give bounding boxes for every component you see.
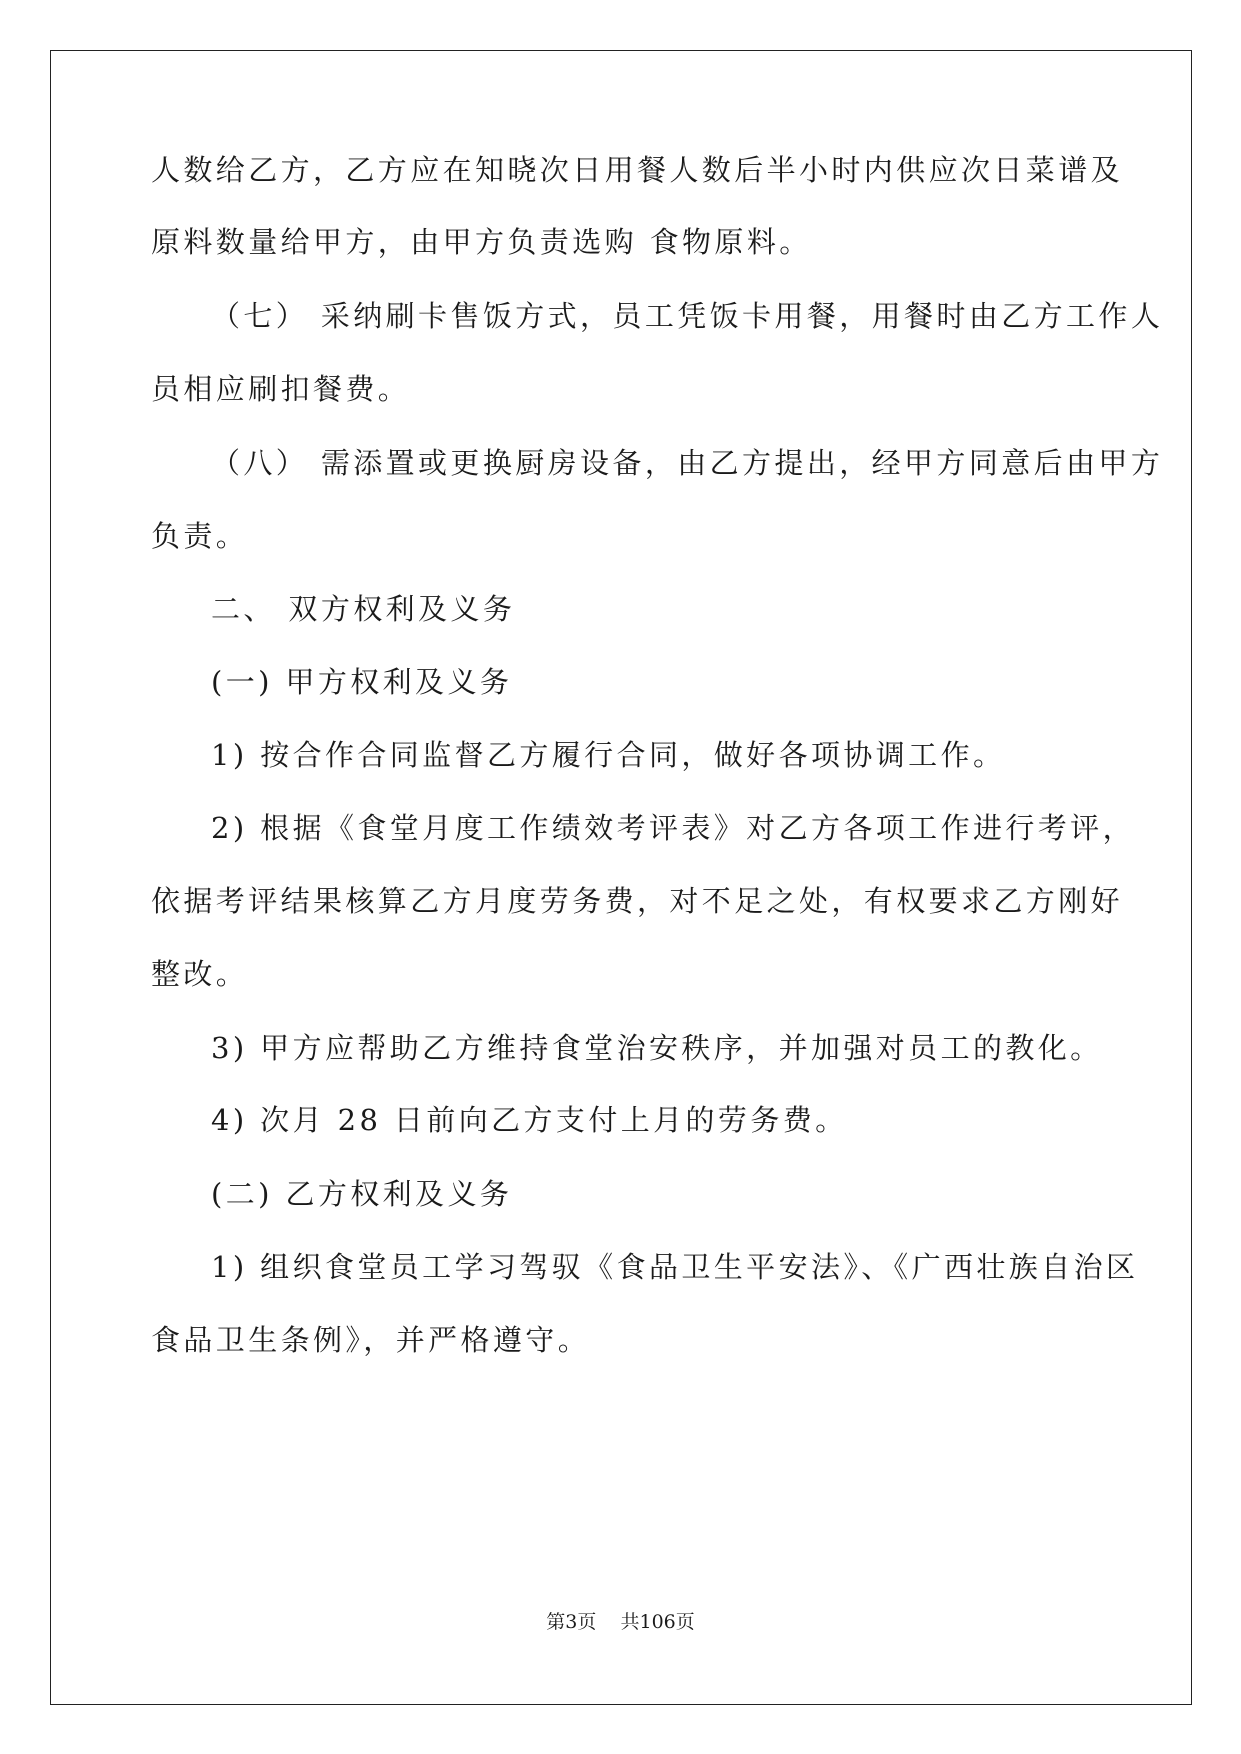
text-line: 4) 次月 28 日前向乙方支付上月的劳务费。	[211, 1103, 848, 1137]
text-line: 3) 甲方应帮助乙方维持食堂治安秩序，并加强对员工的教化。	[211, 1031, 1103, 1065]
total-pages: 共106页	[620, 1611, 695, 1633]
page-footer	[0, 1610, 1241, 1634]
section-heading: 二、 双方权利及义务	[211, 592, 516, 626]
text-line: 员相应刷扣餐费。	[151, 372, 411, 406]
text-line: 依据考评结果核算乙方月度劳务费，对不足之处，有权要求乙方刚好	[151, 884, 1124, 918]
subsection-heading: (二) 乙方权利及义务	[211, 1177, 513, 1211]
text-line: 1) 按合作合同监督乙方履行合同，做好各项协调工作。	[211, 738, 1006, 772]
text-line: 人数给乙方，乙方应在知晓次日用餐人数后半小时内供应次日菜谱及	[151, 153, 1124, 187]
text-line: 负责。	[151, 519, 249, 553]
text-line: （八） 需添置或更换厨房设备，由乙方提出，经甲方同意后由甲方	[211, 446, 1164, 480]
text-line: 2) 根据《食堂月度工作绩效考评表》对乙方各项工作进行考评，	[211, 811, 1135, 845]
text-line: 整改。	[151, 957, 249, 991]
text-line: 原料数量给甲方，由甲方负责选购 食物原料。	[151, 225, 812, 259]
text-line: （七） 采纳刷卡售饭方式，员工凭饭卡用餐，用餐时由乙方工作人	[211, 299, 1164, 333]
page-number: 第3页	[546, 1611, 597, 1633]
text-line: 食品卫生条例》，并严格遵守。	[151, 1323, 591, 1357]
text-line: 1) 组织食堂员工学习驾驭《食品卫生平安法》、《广西壮族自治区	[211, 1250, 1139, 1284]
subsection-heading: (一) 甲方权利及义务	[211, 665, 513, 699]
